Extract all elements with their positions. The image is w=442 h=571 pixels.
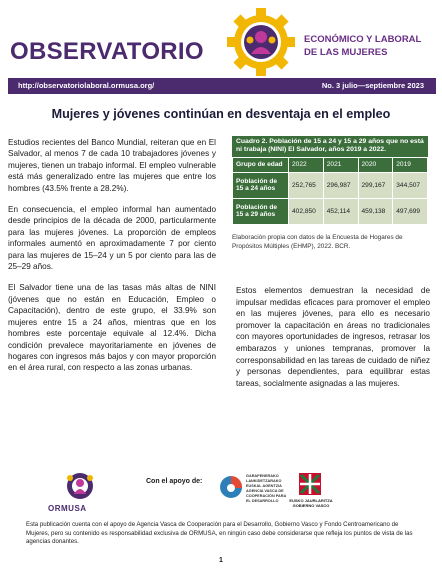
left-column bbox=[8, 137, 216, 384]
paragraph: Estudios recientes del Banco Mundial, reiteran que en El Salvador, al menos 7 de cada 10 trabajadores jóvenes y mujeres, tienen un trabajo informal. El empleo vulnerable está más generalizado entre las mujeres que entre los hombres (43.5% frente a 28.2%). bbox=[8, 138, 216, 193]
table-header-row bbox=[233, 157, 428, 172]
row-label: Población de 15 a 29 años bbox=[233, 198, 289, 224]
table-header-year: 2020 bbox=[358, 157, 393, 172]
table-cell: 402,850 bbox=[289, 198, 324, 224]
row-label: Población de 15 a 24 años bbox=[233, 172, 289, 198]
agency-line: EL DESARROLLO bbox=[246, 499, 279, 503]
agency-line: GARAPENERAKO bbox=[246, 474, 279, 478]
page-title: Mujeres y jóvenes continúan en desventaja en el empleo bbox=[51, 107, 391, 121]
page-number: 1 bbox=[219, 557, 223, 564]
basque-government-text bbox=[288, 498, 334, 508]
table-row bbox=[233, 198, 428, 224]
right-column bbox=[236, 285, 430, 389]
website-link[interactable]: http://observatoriolaboral.ormusa.org/ bbox=[18, 81, 155, 90]
agency-line: COOPERACIÓN PARA bbox=[246, 494, 287, 498]
agency-line: AGENCIA VASCA DE bbox=[246, 489, 284, 493]
table-row bbox=[233, 172, 428, 198]
table-cell: 344,507 bbox=[393, 172, 428, 198]
ormusa-label: ORMUSA bbox=[48, 504, 87, 513]
gear-logo-icon bbox=[218, 4, 304, 76]
government-line: EUSKO JAURLARITZA bbox=[289, 498, 333, 503]
table-cell: 452,114 bbox=[323, 198, 358, 224]
masthead bbox=[0, 0, 442, 78]
paragraph: Estos elementos demuestran la necesidad de impulsar medidas eficaces para promover el empleo en las mujeres jóvenes, para ello es necesario promover la capacitación en áreas no tradicionales con mayores oportunidades de ingresos, retrasar los embarazos y uniones tempranas, promover la corresponsabilidad en las tareas de cuidado de niñez y personas dependientes, para equilibrar estas tareas, socialmente asignadas a las mujeres. bbox=[236, 286, 430, 388]
table-header-label: Grupo de edad bbox=[233, 157, 289, 172]
issue-info: No. 3 julio—septiembre 2023 bbox=[321, 81, 424, 90]
table-header-year: 2022 bbox=[289, 157, 324, 172]
paragraph: En consecuencia, el empleo informal han aumentado desde principios de la década de 2000, particularmente para las mujeres jóvenes. La proporción de empleos informales aumentó en aproximadamente 7 por ciento para las mujeres de 15–24 y un 5 por ciento para las de 25–29 años. bbox=[8, 205, 216, 272]
masthead-subtitle-line1: ECONÓMICO Y LABORAL bbox=[304, 34, 422, 45]
table-header-year: 2019 bbox=[393, 157, 428, 172]
basque-agency-text bbox=[246, 474, 286, 504]
url-bar bbox=[8, 78, 436, 94]
masthead-title: OBSERVATORIO bbox=[10, 38, 204, 65]
table-cell: 497,699 bbox=[393, 198, 428, 224]
government-line: GOBIERNO VASCO bbox=[292, 503, 330, 508]
sponsor-logos bbox=[0, 470, 442, 516]
basque-government-logo-icon bbox=[298, 472, 322, 496]
table-caption: Cuadro 2. Población de 15 a 24 y 15 a 29 años que no está ni trabaja (NINI) El Salvador, años 2019 a 2022. bbox=[232, 136, 428, 157]
support-label: Con el apoyo de: bbox=[146, 478, 203, 485]
agency-line: LANKIDETZARAKO bbox=[246, 479, 282, 483]
table-cell: 459,138 bbox=[358, 198, 393, 224]
masthead-subtitle bbox=[304, 33, 436, 59]
table-cell: 299,167 bbox=[358, 172, 393, 198]
disclaimer-footnote: Esta publicación cuenta con el apoyo de Agencia Vasca de Cooperación para el Desarrollo, Gobierno Vasco y Fondo Centroamericano de Mujeres, pero su contenido es responsabilidad exclusiva de ORMUSA, en ningún caso debe considerarse que refleja los puntos de vista de las agencias donantes. bbox=[26, 521, 413, 546]
table-cell: 296,987 bbox=[323, 172, 358, 198]
paragraph: El Salvador tiene una de las tasas más altas de NINI (jóvenes que no están en Educación, Empleo o Capacitación), dentro de este grupo, el 33.9% son mujeres entre 15 a 24 años, mientras que en los hombres este porcentaje equivale al 12.4%. Dicha condición prevalece mayoritariamente en jóvenes de hogares con ingresos más bajos y con mayor proporción en el área rural, con respecto a las zonas urbanas. bbox=[8, 283, 216, 373]
table-cell: 252,765 bbox=[289, 172, 324, 198]
table-source-note: Elaboración propia con datos de la Encuesta de Hogares de Propósitos Múltiples (EHMP), 2022. BCR. bbox=[232, 233, 403, 250]
nini-table bbox=[232, 157, 428, 225]
masthead-subtitle-line2: DE LAS MUJERES bbox=[304, 47, 388, 58]
nini-table-block bbox=[232, 136, 428, 251]
agency-line: EUSKAL AGENTZIA bbox=[246, 484, 282, 488]
table-header-year: 2021 bbox=[323, 157, 358, 172]
basque-agency-logo-icon bbox=[218, 474, 244, 502]
